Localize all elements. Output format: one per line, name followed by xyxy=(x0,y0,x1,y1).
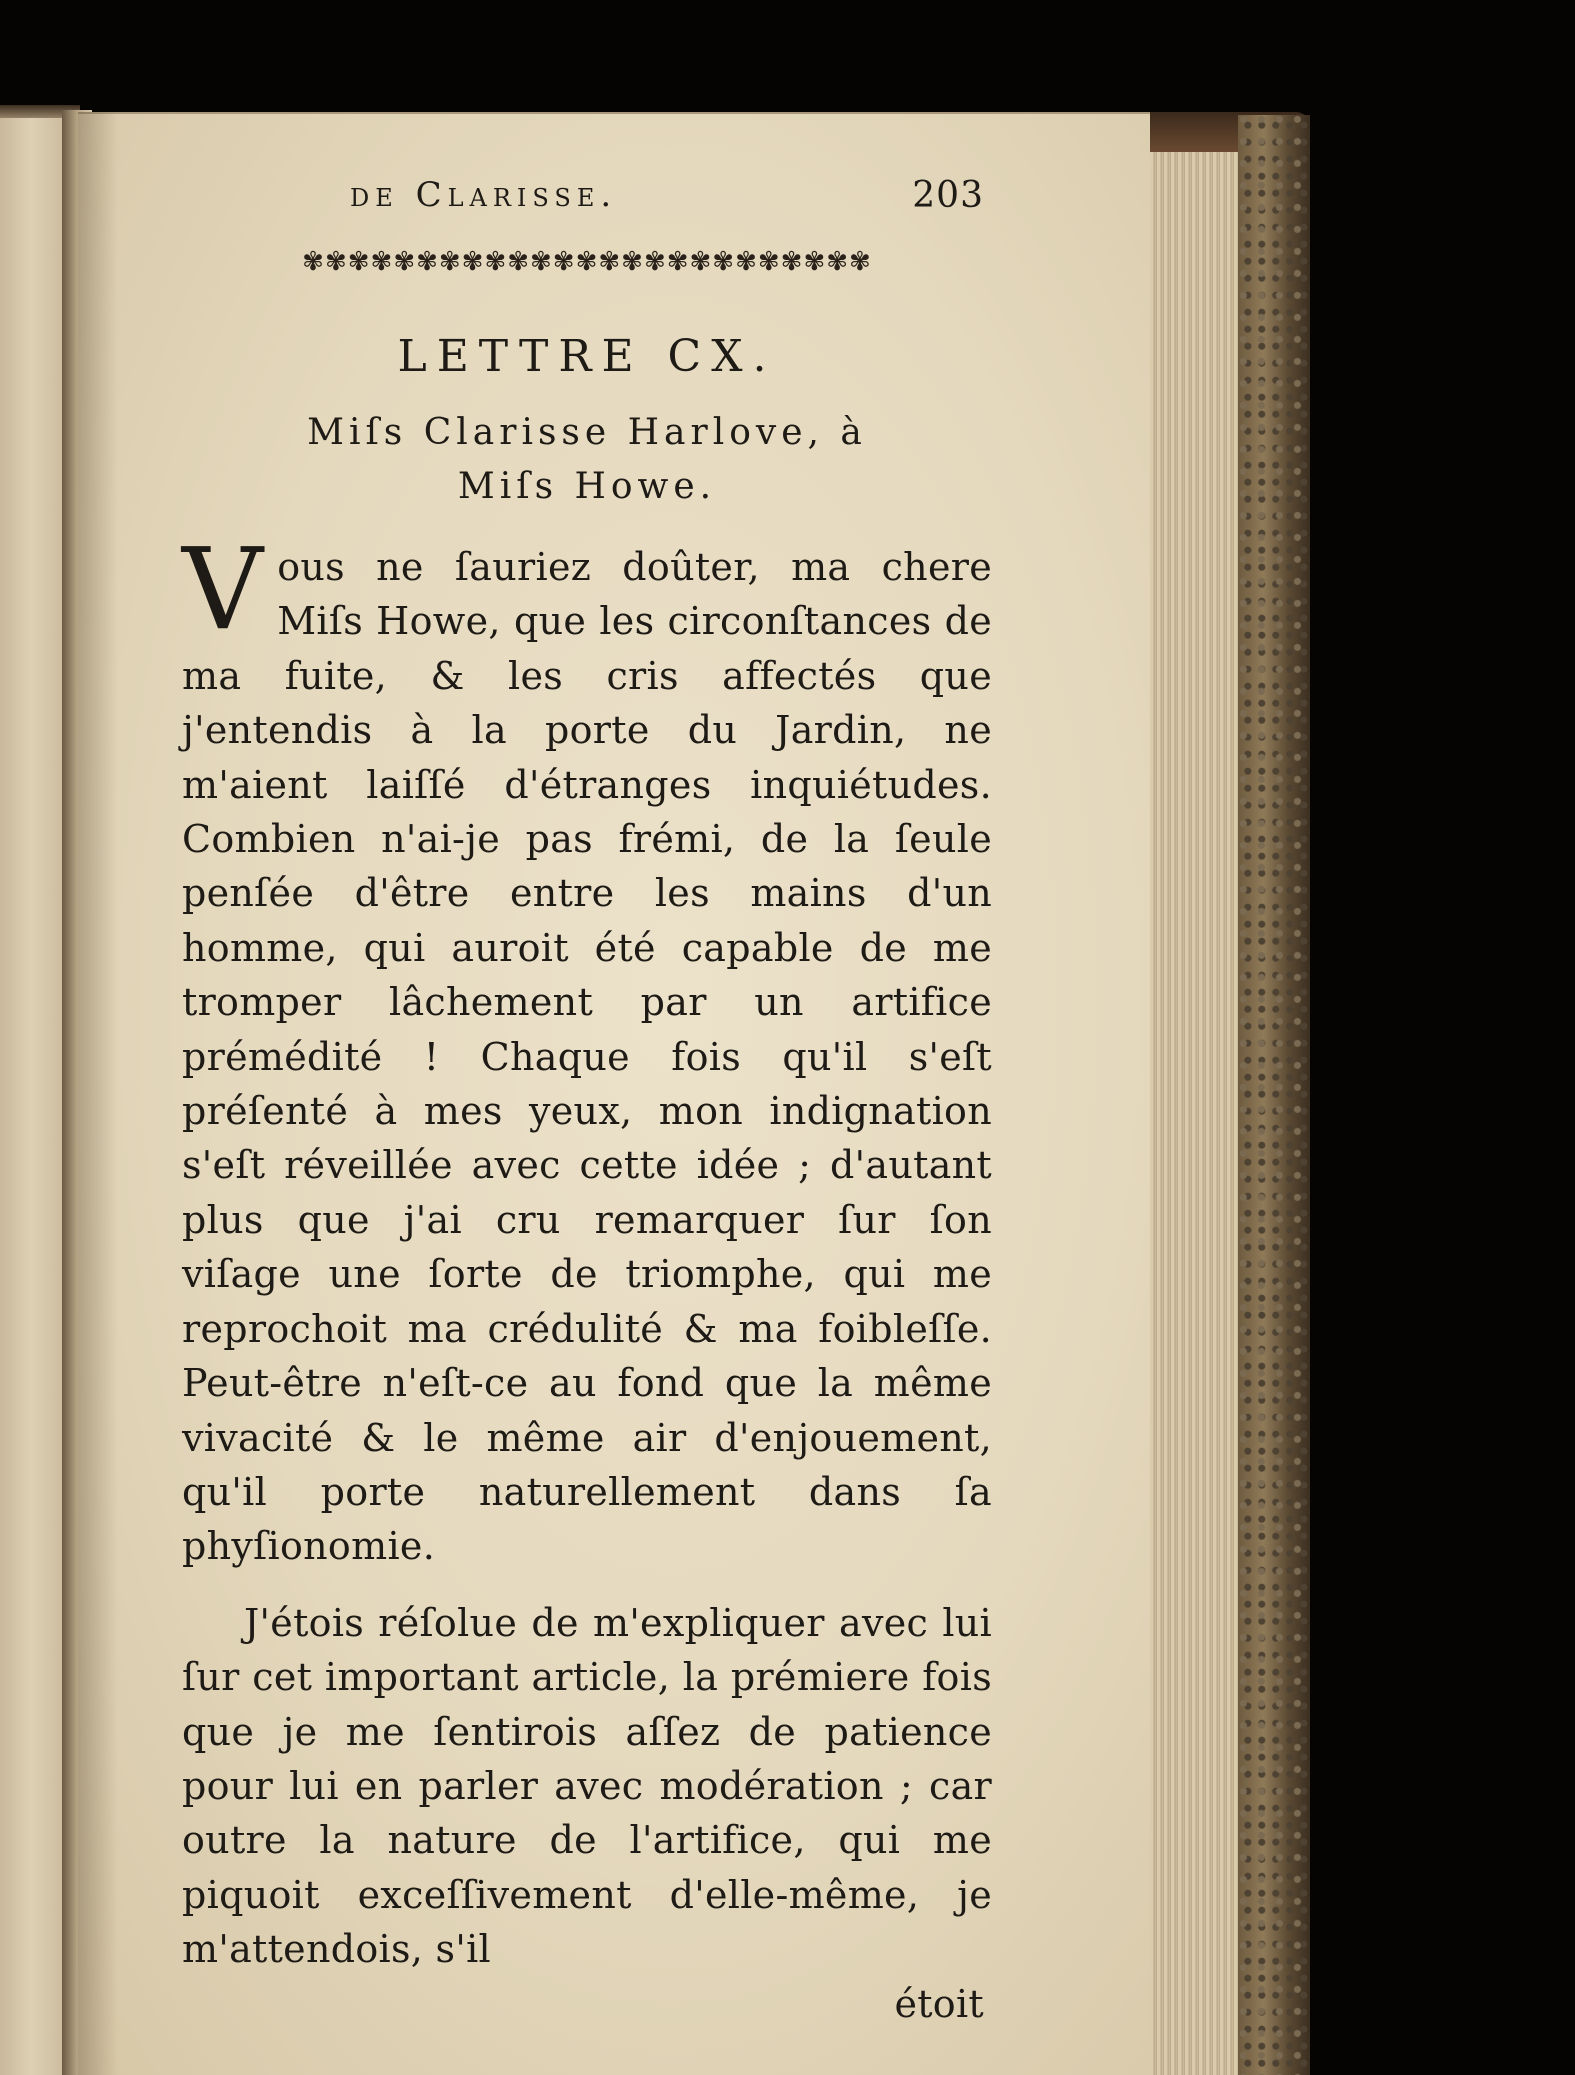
running-head xyxy=(182,175,992,235)
book-cover xyxy=(1238,115,1310,2075)
address-line-2: Miſs Howe. xyxy=(457,466,717,507)
page-text-block xyxy=(182,175,992,2031)
page-number: 203 xyxy=(912,175,984,216)
letter-address xyxy=(182,406,992,514)
printers-ornament-band: ✾✾✾✾✾✾✾✾✾✾✾✾✾✾✾✾✾✾✾✾✾✾✾✾✾ xyxy=(302,247,872,277)
running-head-title: de Clarisse. xyxy=(350,175,618,215)
fore-edge-pages xyxy=(1150,120,1240,2075)
letter-title: LETTRE CX. xyxy=(397,331,777,382)
paragraph-2: J'étois réſolue de m'expliquer avec lui ſur cet important article, la prémiere fois que je me ſentirois aſſez de patience pour lui en parler avec modération ; car outre la nature de l'artifice, qui me piquoit exceſſivement d'elle-même, je m'attendois, s'il xyxy=(182,1600,992,1972)
letter-body xyxy=(182,525,992,2031)
address-line-1: Miſs Clarisse Harlove, à xyxy=(307,412,867,453)
catchword: étoit xyxy=(894,1981,984,2026)
page-gutter-shadow xyxy=(78,112,118,2075)
paragraph-1: Vous ne ſauriez doûter, ma chere Miſs Howe, que les circonſtances de ma fuite, & les cris affectés que j'entendis à la porte du Jardin, ne m'aient laiſſé d'étranges inquiétudes. Combien n'ai-je pas frémi, de la ſeule penſée d'être entre les mains d'un homme, qui auroit été capable de me tromper lâchement par un artifice prémédité ! Chaque fois qu'il s'eſt préſenté à mes yeux, mon indignation s'eſt réveillée avec cette idée ; d'autant plus que j'ai cru remarquer ſur ſon viſage une ſorte de triomphe, qui me reprochoit ma crédulité & ma foibleſſe. Peut-être n'eſt-ce au fond que la même vivacité & le même air d'enjouement, qu'il porte naturellement dans ſa phyſionomie. xyxy=(182,525,992,1569)
